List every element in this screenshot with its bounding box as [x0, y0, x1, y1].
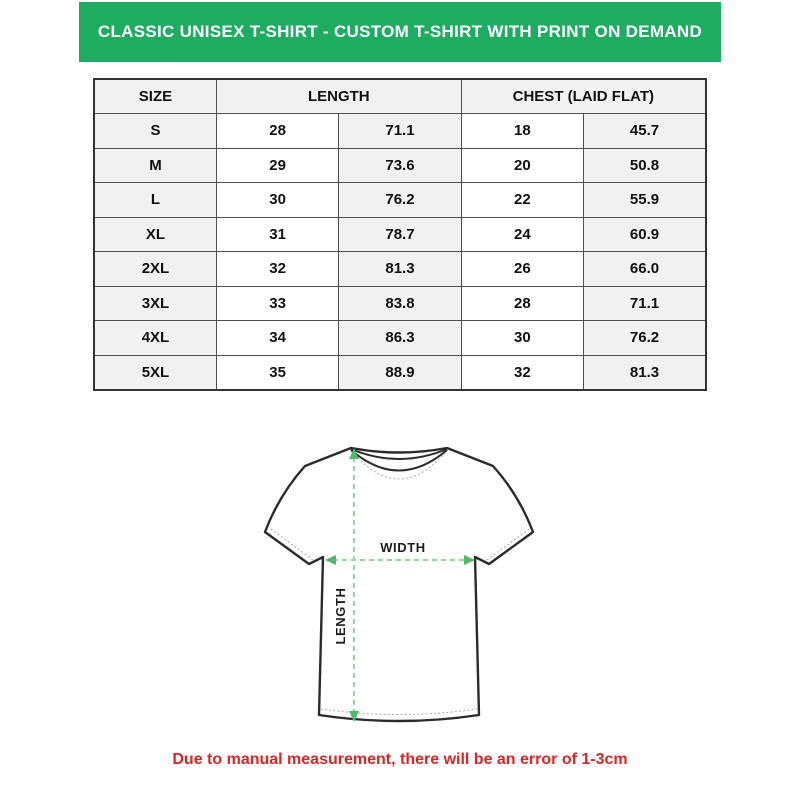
- table-row: [94, 355, 706, 390]
- header-size: SIZE: [94, 79, 216, 114]
- length-in-cell: 28: [216, 114, 338, 149]
- table-header-row: [94, 79, 706, 114]
- length-in-cell: 31: [216, 217, 338, 252]
- length-in-cell: 35: [216, 355, 338, 390]
- chest-in-cell: 20: [461, 148, 583, 183]
- length-cm-cell: 73.6: [339, 148, 461, 183]
- chest-cm-cell: 81.3: [584, 355, 706, 390]
- length-in-cell: 32: [216, 252, 338, 287]
- chest-in-cell: 18: [461, 114, 583, 149]
- size-cell: 5XL: [94, 355, 216, 390]
- length-cm-cell: 78.7: [339, 217, 461, 252]
- chest-in-cell: 32: [461, 355, 583, 390]
- length-cm-cell: 81.3: [339, 252, 461, 287]
- table-row: [94, 252, 706, 287]
- page-title: CLASSIC UNISEX T-SHIRT - CUSTOM T-SHIRT WITH PRINT ON DEMAND: [97, 22, 703, 41]
- length-in-cell: 33: [216, 286, 338, 321]
- title-banner: [79, 2, 721, 62]
- chest-cm-cell: 76.2: [584, 321, 706, 356]
- chest-cm-cell: 50.8: [584, 148, 706, 183]
- tshirt-diagram: [257, 435, 543, 745]
- table-row: [94, 114, 706, 149]
- width-label: WIDTH: [380, 539, 426, 555]
- size-cell: 3XL: [94, 286, 216, 321]
- length-in-cell: 29: [216, 148, 338, 183]
- header-length: LENGTH: [216, 79, 461, 114]
- table-row: [94, 183, 706, 218]
- chest-cm-cell: 66.0: [584, 252, 706, 287]
- size-cell: 2XL: [94, 252, 216, 287]
- chest-cm-cell: 60.9: [584, 217, 706, 252]
- measurement-error-note: Due to manual measurement, there will be an error of 1-3cm: [172, 750, 628, 768]
- chest-cm-cell: 45.7: [584, 114, 706, 149]
- chest-cm-cell: 55.9: [584, 183, 706, 218]
- length-label: LENGTH: [333, 586, 348, 645]
- size-cell: XL: [94, 217, 216, 252]
- length-cm-cell: 76.2: [339, 183, 461, 218]
- length-cm-cell: 71.1: [339, 114, 461, 149]
- size-cell: M: [94, 148, 216, 183]
- size-cell: 4XL: [94, 321, 216, 356]
- chest-in-cell: 30: [461, 321, 583, 356]
- chest-cm-cell: 71.1: [584, 286, 706, 321]
- tshirt-svg: [257, 435, 543, 745]
- tshirt-outline: [265, 448, 533, 721]
- length-in-cell: 30: [216, 183, 338, 218]
- table-row: [94, 148, 706, 183]
- size-chart-page: [0, 2, 800, 802]
- length-cm-cell: 88.9: [339, 355, 461, 390]
- size-table: [93, 78, 707, 391]
- length-cm-cell: 86.3: [339, 321, 461, 356]
- table-row: [94, 217, 706, 252]
- chest-in-cell: 24: [461, 217, 583, 252]
- length-cm-cell: 83.8: [339, 286, 461, 321]
- header-chest: CHEST (LAID FLAT): [461, 79, 706, 114]
- length-in-cell: 34: [216, 321, 338, 356]
- table-row: [94, 321, 706, 356]
- chest-in-cell: 26: [461, 252, 583, 287]
- size-cell: S: [94, 114, 216, 149]
- chest-in-cell: 22: [461, 183, 583, 218]
- table-row: [94, 286, 706, 321]
- chest-in-cell: 28: [461, 286, 583, 321]
- size-cell: L: [94, 183, 216, 218]
